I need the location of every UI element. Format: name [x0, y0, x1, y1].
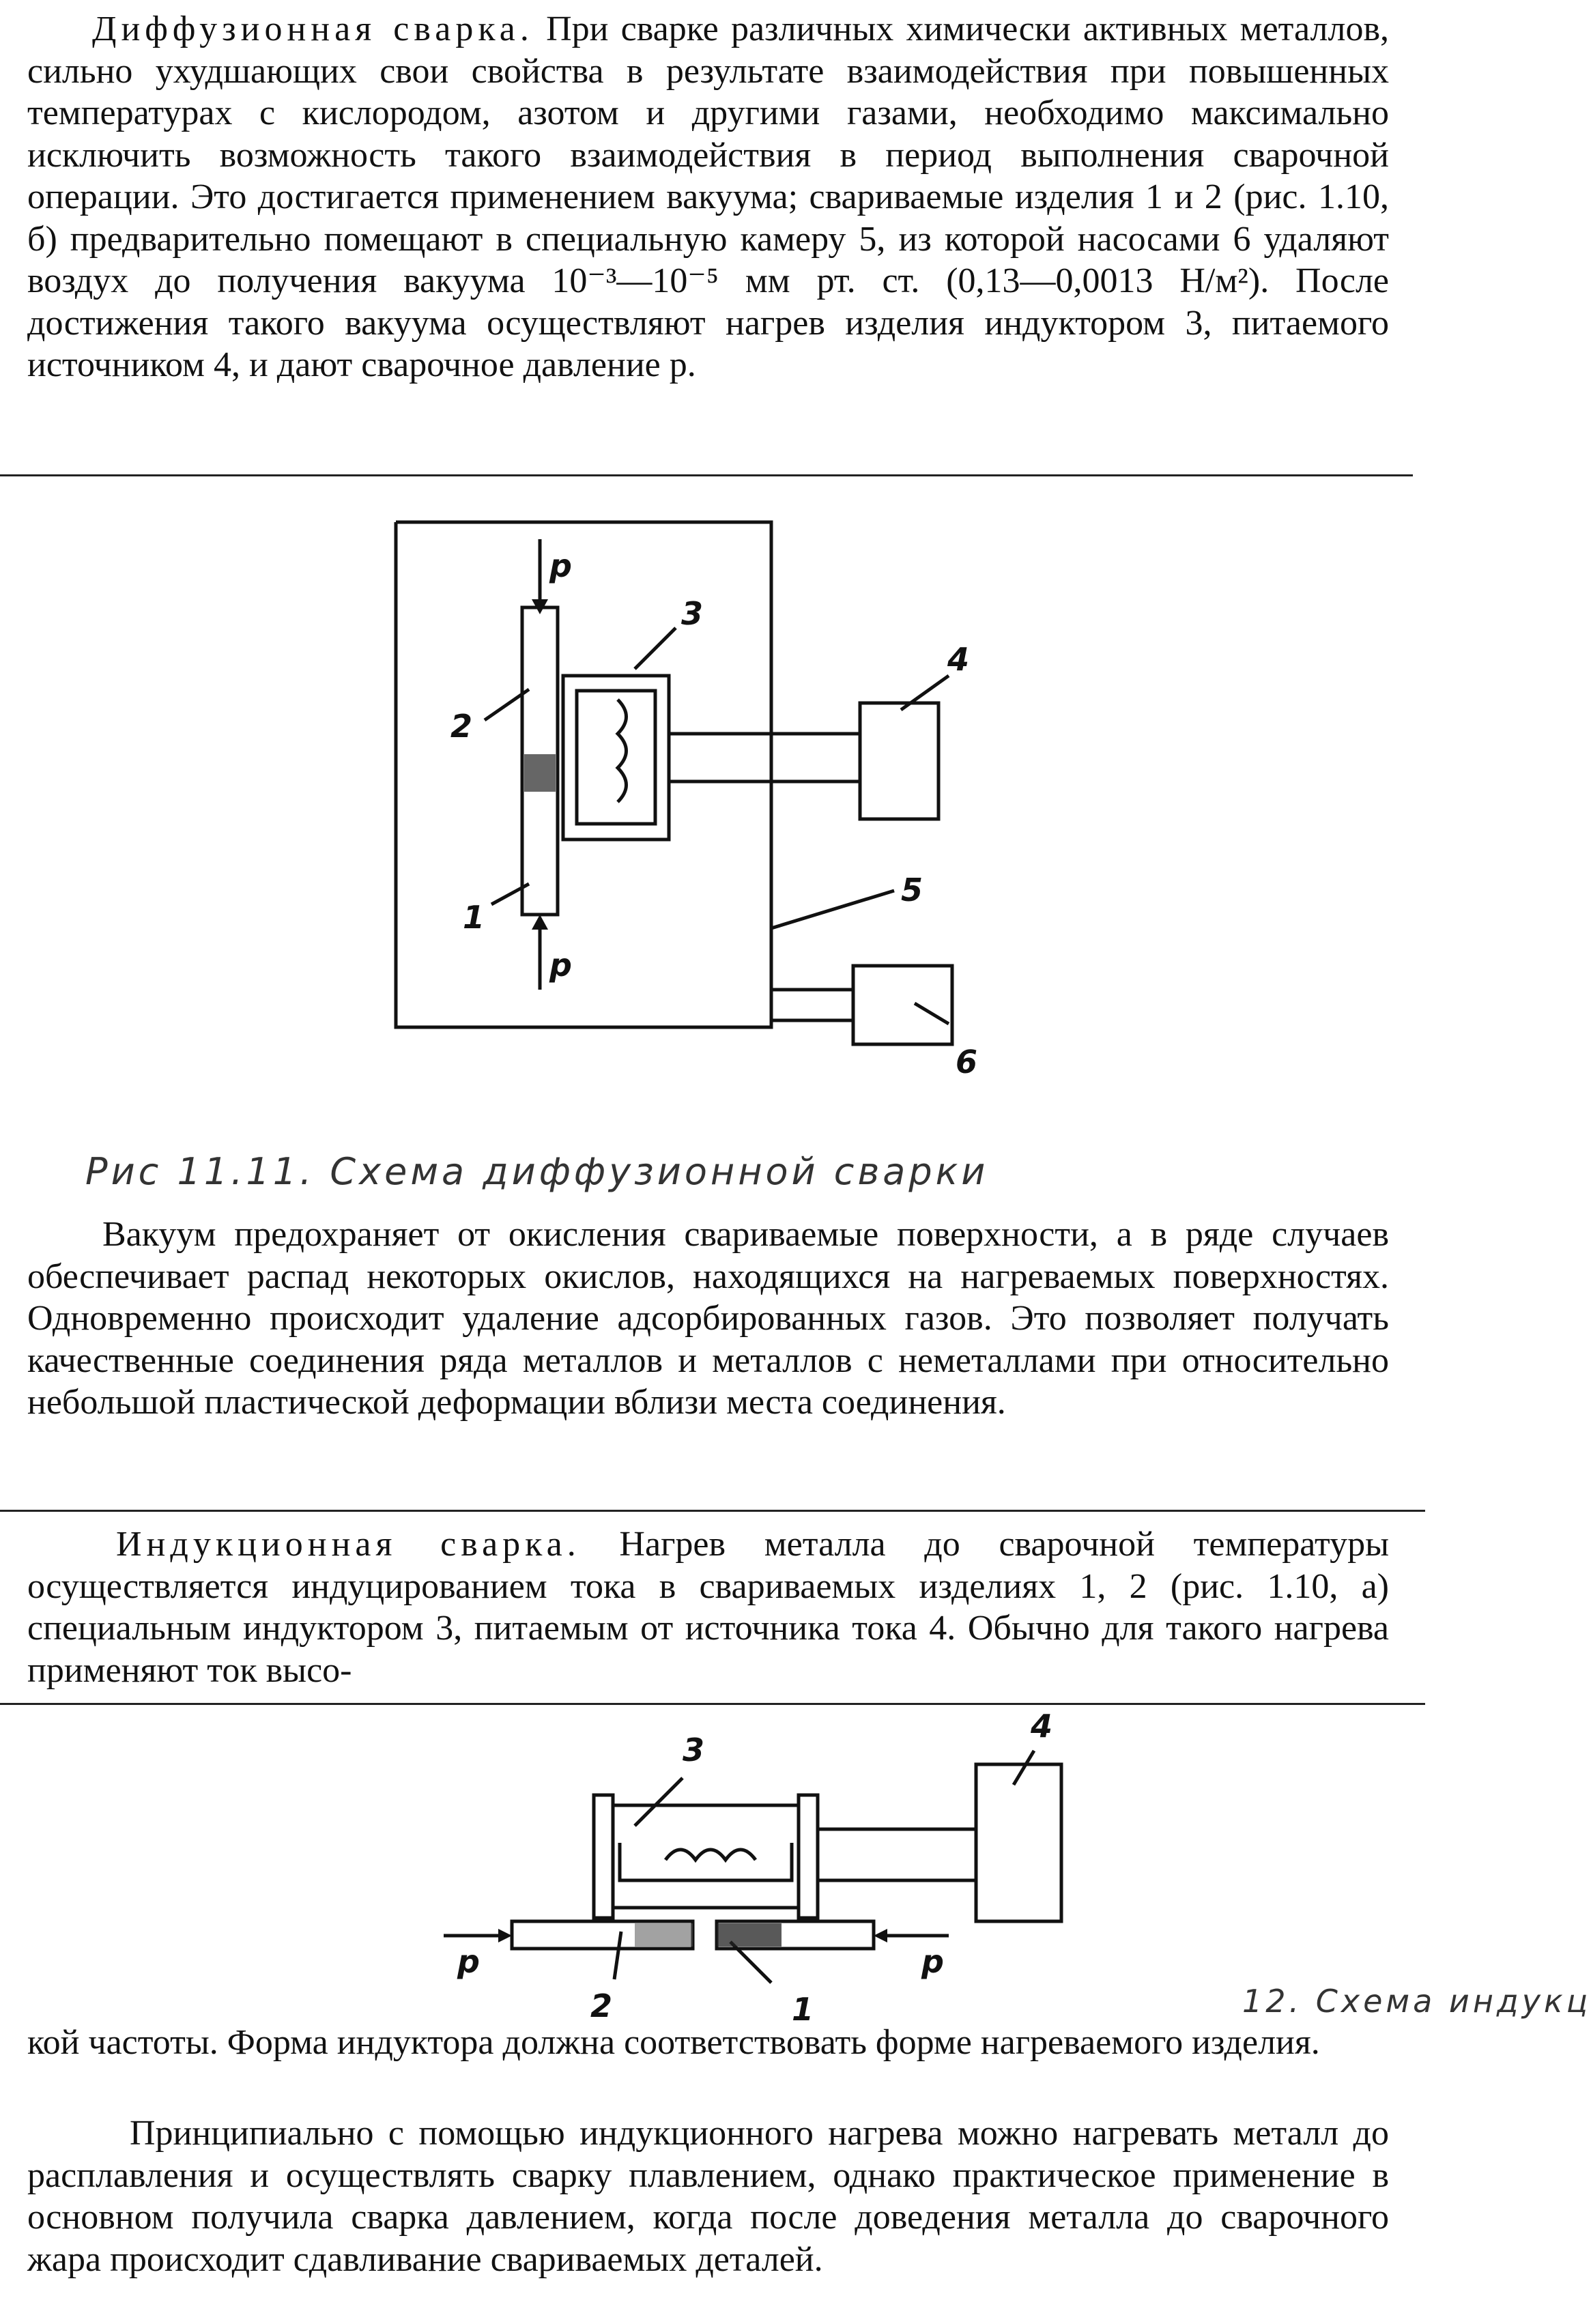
label-3: 3 [683, 1732, 705, 1768]
pump-box [853, 966, 952, 1044]
page-rule-2 [0, 1510, 1425, 1512]
label-p-bottom: p [549, 947, 572, 984]
housing-right-cap [799, 1795, 818, 1918]
label-2: 2 [450, 708, 473, 745]
frequency-text: кой частоты. Форма индуктора должна соответствовать форме нагреваемого изделия. [27, 2023, 1320, 2062]
label-3: 3 [681, 595, 704, 632]
diffusion-heading: Диффузионная сварка. [92, 10, 534, 48]
paragraph-vacuum [27, 1214, 1389, 1424]
leader-2 [614, 1932, 621, 1979]
paragraph-induction-welding [27, 1523, 1389, 1691]
label-p-left: p [457, 1943, 480, 1980]
joint-zone [524, 754, 556, 792]
diffusion-text: При сварке различных химически активных металлов, сильно ухудшающих свои свойства в результате взаимодействия при повышенных температурах с кислородом, азотом и другими газами, необходимо максимально исключить возможность такого взаимодействия в период выполнения сварочной операции. Это достигается применением вакуума; свариваемые изделия 1 и 2 (рис. 1.10, б) предварительно помещают в специальную камеру 5, из которой насосами 6 удаляют воздух до получения вакуума 10⁻³—10⁻⁵ мм рт. ст. (0,13—0,0013 Н/м²). После достижения такого вакуума осуществляют нагрев изделия индуктором 3, питаемого источником 4, и дают сварочное давление p. [27, 10, 1389, 384]
heated-zone-1 [717, 1923, 782, 1947]
paragraph-diffusion-welding [27, 8, 1389, 386]
housing-left-cap [594, 1795, 613, 1918]
power-source-box [860, 703, 938, 819]
induction-heading: Индукционная сварка. [116, 1525, 581, 1564]
figure-2-handwritten-note: 12. Схема индукц [1242, 1983, 1591, 2020]
principle-text: Принципиально с помощью индукционного нагрева можно нагревать металл до расплавления и осуществлять сварку плавлением, однако практическое применение в основном получила сварка давлением, когда после доведения металла до сварочного жара происходит сдавливание свариваемых деталей. [27, 2114, 1389, 2279]
arrowhead-left [498, 1929, 512, 1942]
label-p-right: p [921, 1943, 944, 1980]
heated-zone-2 [635, 1923, 693, 1947]
figure-diffusion-scheme [382, 512, 997, 1126]
diffusion-scheme-drawing [382, 512, 997, 1126]
page-rule-3 [0, 1703, 1425, 1705]
power-source-box [976, 1764, 1061, 1921]
vacuum-chamber [396, 522, 771, 1027]
label-p-top: p [549, 547, 572, 584]
inductor-coil [618, 700, 627, 802]
label-1: 1 [463, 899, 485, 936]
leader-3 [635, 1778, 683, 1826]
label-4: 4 [1031, 1708, 1053, 1745]
leader-5 [771, 891, 894, 928]
leader-4 [1014, 1751, 1034, 1785]
paragraph-principle [27, 2112, 1389, 2280]
inductor-coil [665, 1850, 756, 1860]
label-4: 4 [947, 641, 970, 678]
paragraph-frequency [27, 2022, 1389, 2064]
arrowhead-bottom [532, 915, 548, 930]
arrowhead-right [874, 1929, 887, 1942]
vacuum-text: Вакуум предохраняет от окисления свариваемые поверхности, а в ряде случаев обеспечивает распад некоторых окислов, находящихся на нагреваемых поверхностях. Одновременно происходит удаление адсорбированных газов. Это позволяет получать качественные соединения ряда металлов и металлов с неметаллами при относительно небольшой пластической деформации вблизи места соединения. [27, 1215, 1389, 1422]
induction-scheme-drawing [430, 1706, 1113, 2027]
inductor-inner [577, 691, 655, 824]
induction-text: Нагрев металла до сварочной температуры осуществляется индуцированием тока в свариваемых изделиях 1, 2 (рис. 1.10, а) специальным индуктором 3, питаемым от источника тока 4. Обычно для такого нагрева применяют ток высо- [27, 1525, 1390, 1690]
label-6: 6 [956, 1044, 978, 1080]
label-5: 5 [901, 872, 923, 908]
figure-induction-scheme [430, 1706, 1113, 2027]
figure-1-handwritten-caption: Рис 11.11. Схема диффузионной сварки [85, 1150, 989, 1193]
page-rule [0, 474, 1413, 476]
leader-6 [915, 1003, 949, 1024]
inductor-inner [620, 1843, 792, 1880]
label-1: 1 [792, 1991, 814, 2028]
leader-3 [635, 628, 676, 669]
inductor-housing [563, 676, 669, 840]
label-2: 2 [590, 1988, 613, 2024]
